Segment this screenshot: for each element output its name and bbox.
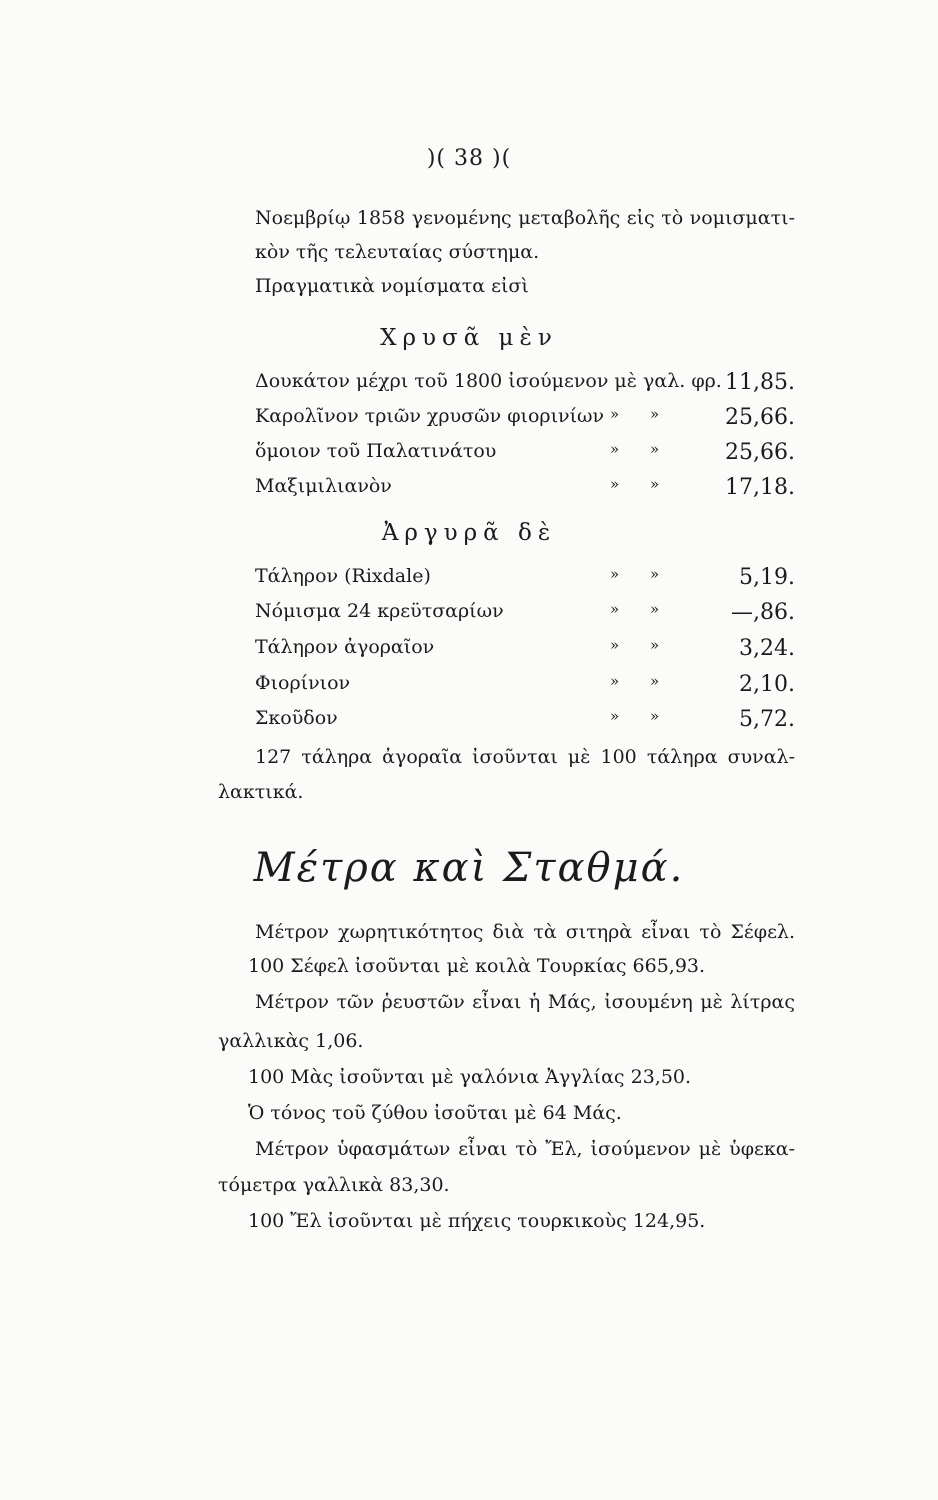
gold-row-2 — [255, 405, 795, 435]
silver-row-2 — [255, 600, 795, 630]
gold-row-3-ditto-1: » — [610, 440, 620, 458]
silver-row-2-ditto-2: » — [650, 600, 660, 618]
silver-row-4-value: 2,10. — [739, 672, 795, 697]
silver-row-1-ditto-2: » — [650, 565, 660, 583]
silver-row-1-ditto-1: » — [610, 565, 620, 583]
gold-row-3-ditto-2: » — [650, 440, 660, 458]
silver-row-5 — [255, 707, 795, 737]
gold-row-1-name: Δουκάτον μέχρι τοῦ 1800 ἰσούμενον μὲ γαλ. φρ. — [255, 370, 722, 392]
silver-row-1-value: 5,19. — [739, 565, 795, 590]
measures-line-9: 100 Ἔλ ἰσοῦνται μὲ πήχεις τουρκικοὺς 124,95. — [248, 1210, 706, 1232]
gold-row-3-value: 25,66. — [725, 440, 795, 465]
silver-row-3-name: Τάληρον ἀγοραῖον — [255, 636, 435, 658]
intro-line-3: Πραγματικὰ νομίσματα εἰσὶ — [255, 275, 529, 297]
measures-line-7: Μέτρον ὑφασμάτων εἶναι τὸ Ἔλ, ἰσούμενον μὲ ὑφεκα- — [255, 1138, 795, 1160]
silver-row-3-value: 3,24. — [739, 636, 795, 661]
silver-row-4-ditto-2: » — [650, 672, 660, 690]
gold-row-1 — [255, 370, 795, 400]
silver-heading: Ἀργυρᾶ δὲ — [381, 520, 557, 546]
gold-row-3-name: ὅμοιον τοῦ Παλατινάτου — [255, 440, 497, 462]
intro-line-1: Νοεμβρίῳ 1858 γενομένης μεταβολῆς εἰς τὸ νομισματι- — [255, 207, 795, 229]
gold-row-4-name: Μαξιμιλιανὸν — [255, 475, 392, 497]
thalers-note-line-1: 127 τάληρα ἀγοραῖα ἰσοῦνται μὲ 100 τάληρα συναλ- — [255, 746, 795, 768]
measures-line-1: Μέτρον χωρητικότητος διὰ τὰ σιτηρὰ εἶναι τὸ Σέφελ. — [255, 921, 795, 943]
gold-row-4-value: 17,18. — [725, 475, 795, 500]
thalers-note-line-2: λακτικά. — [218, 781, 304, 803]
silver-row-2-ditto-1: » — [610, 600, 620, 618]
gold-row-4-ditto-2: » — [650, 475, 660, 493]
page-number: )( 38 )( — [426, 146, 512, 171]
gold-row-1-value: 11,85. — [725, 370, 795, 395]
silver-row-3 — [255, 636, 795, 666]
silver-row-3-ditto-1: » — [610, 636, 620, 654]
measures-line-3: Μέτρον τῶν ῥευστῶν εἶναι ἡ Μάς, ἰσουμένη μὲ λίτρας — [255, 991, 795, 1013]
gold-row-2-ditto-2: » — [650, 405, 660, 423]
gold-row-4 — [255, 475, 795, 505]
silver-row-4 — [255, 672, 795, 702]
silver-row-2-name: Νόμισμα 24 κρεϋτσαρίων — [255, 600, 504, 622]
gold-heading: Χρυσᾶ μὲν — [380, 325, 558, 351]
gold-row-2-name: Καρολῖνον τριῶν χρυσῶν φιορινίων — [255, 405, 605, 427]
silver-row-5-ditto-2: » — [650, 707, 660, 725]
measures-line-2: 100 Σέφελ ἰσοῦνται μὲ κοιλὰ Τουρκίας 665,93. — [248, 955, 706, 977]
silver-row-2-value: —,86. — [731, 600, 795, 625]
silver-row-1-name: Τάληρον (Rixdale) — [255, 565, 431, 587]
measures-line-6: Ὁ τόνος τοῦ ζύθου ἰσοῦται μὲ 64 Μάς. — [248, 1102, 622, 1124]
gold-row-4-ditto-1: » — [610, 475, 620, 493]
silver-row-3-ditto-2: » — [650, 636, 660, 654]
silver-row-4-ditto-1: » — [610, 672, 620, 690]
silver-row-5-name: Σκοῦδον — [255, 707, 338, 729]
intro-line-2: κὸν τῆς τελευταίας σύστημα. — [255, 241, 540, 263]
measures-heading: Μέτρα καὶ Σταθμά. — [253, 845, 685, 891]
silver-row-5-ditto-1: » — [610, 707, 620, 725]
silver-row-4-name: Φιορίνιον — [255, 672, 351, 694]
measures-line-5: 100 Μὰς ἰσοῦνται μὲ γαλόνια Ἀγγλίας 23,50. — [248, 1066, 692, 1088]
measures-line-8: τόμετρα γαλλικὰ 83,30. — [218, 1174, 450, 1196]
gold-row-2-ditto-1: » — [610, 405, 620, 423]
gold-row-2-value: 25,66. — [725, 405, 795, 430]
silver-row-1 — [255, 565, 795, 595]
measures-line-4: γαλλικὰς 1,06. — [218, 1030, 364, 1052]
gold-row-3 — [255, 440, 795, 470]
silver-row-5-value: 5,72. — [739, 707, 795, 732]
